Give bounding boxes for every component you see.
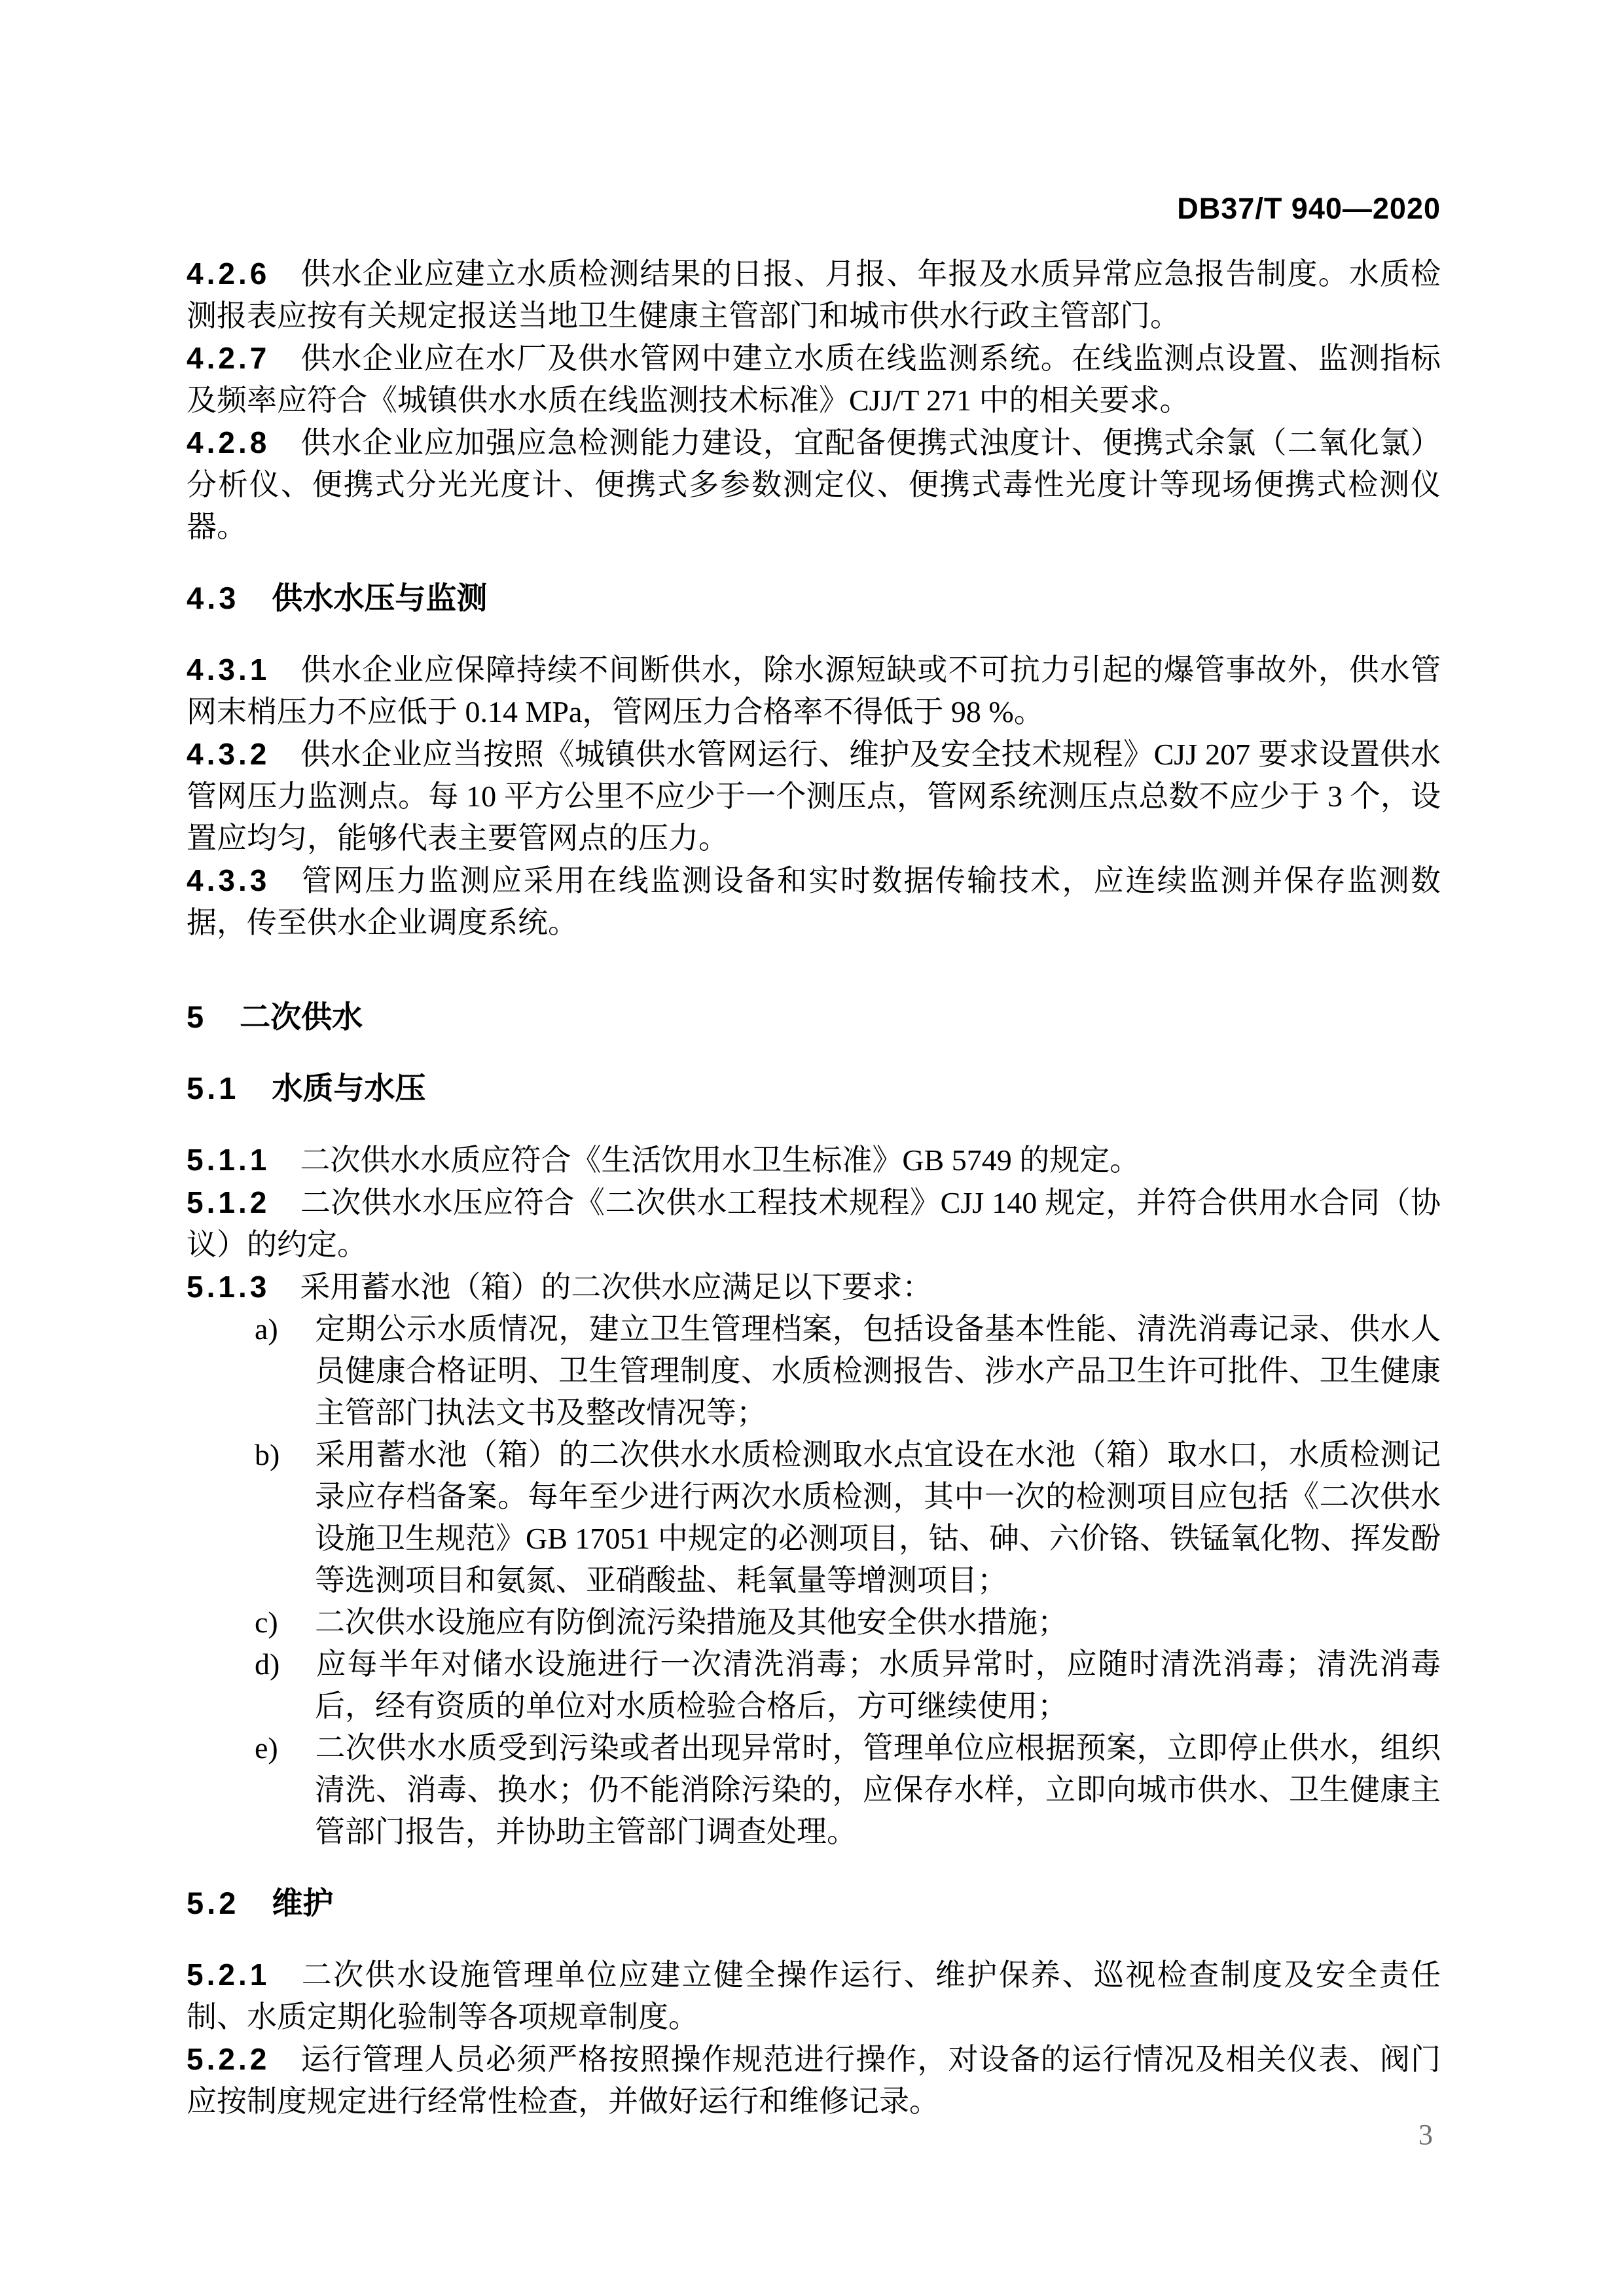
- document-standard-number: DB37/T 940—2020: [1177, 192, 1441, 225]
- clause-number: 4.2.7: [187, 341, 270, 375]
- list-item: [187, 1727, 1441, 1853]
- heading-title: 维护: [272, 1886, 334, 1920]
- clause-paragraph: [187, 1266, 1441, 1308]
- heading-title: 供水水压与监测: [272, 581, 488, 615]
- clause-text: 二次供水水质应符合《生活饮用水卫生标准》GB 5749 的规定。: [300, 1143, 1140, 1177]
- section-heading: [187, 1067, 1441, 1109]
- clause-paragraph: [187, 733, 1441, 859]
- list-item: [187, 1602, 1441, 1643]
- heading-number: 4.3: [187, 581, 240, 615]
- clause-text: 采用蓄水池（箱）的二次供水应满足以下要求：: [300, 1270, 933, 1304]
- clause-number: 4.3.2: [187, 737, 270, 771]
- clause-paragraph: [187, 253, 1441, 337]
- clause-text: 供水企业应建立水质检测结果的日报、月报、年报及水质异常应急报告制度。水质检测报表应按有关规定报送当地卫生健康主管部门和城市供水行政主管部门。: [187, 257, 1441, 332]
- list-item-marker: a): [255, 1312, 278, 1346]
- clause-paragraph: [187, 859, 1441, 944]
- clause-number: 4.2.6: [187, 257, 270, 291]
- list-item-text: 二次供水水质受到污染或者出现异常时，管理单位应根据预案，立即停止供水，组织清洗、消毒、换水；仍不能消除污染的，应保存水样，立即向城市供水、卫生健康主管部门报告，并协助主管部门调查处理。: [315, 1731, 1441, 1848]
- clause-number: 5.1.2: [187, 1185, 270, 1219]
- clause-number: 5.1.3: [187, 1270, 270, 1304]
- list-item-text: 采用蓄水池（箱）的二次供水水质检测取水点宜设在水池（箱）取水口，水质检测记录应存档备案。每年至少进行两次水质检测，其中一次的检测项目应包括《二次供水设施卫生规范》GB 17051 中规定的必测项目，钴、砷、六价铬、铁锰氧化物、挥发酚等选测项目和氨氮、亚硝酸盐、耗氧量等增测项目；: [315, 1438, 1441, 1597]
- list-item-marker: c): [255, 1605, 278, 1639]
- section-heading: [187, 1882, 1441, 1924]
- list-item-text: 二次供水设施应有防倒流污染措施及其他安全供水措施；: [315, 1605, 1068, 1639]
- list-item-marker: b): [255, 1438, 280, 1471]
- list-item: [187, 1434, 1441, 1602]
- list-item: [187, 1643, 1441, 1727]
- clause-text: 供水企业应在水厂及供水管网中建立水质在线监测系统。在线监测点设置、监测指标及频率应符合《城镇供水水质在线监测技术标准》CJJ/T 271 中的相关要求。: [187, 342, 1441, 417]
- list-item-text: 应每半年对储水设施进行一次清洗消毒；水质异常时，应随时清洗消毒；清洗消毒后，经有资质的单位对水质检验合格后，方可继续使用；: [315, 1647, 1441, 1723]
- clause-paragraph: [187, 1181, 1441, 1266]
- clause-paragraph: [187, 2038, 1441, 2123]
- clause-text: 供水企业应保障持续不间断供水，除水源短缺或不可抗力引起的爆管事故外，供水管网末梢压力不应低于 0.14 MPa，管网压力合格率不得低于 98 %。: [187, 653, 1441, 728]
- clause-paragraph: [187, 337, 1441, 422]
- list-item-text: 定期公示水质情况，建立卫生管理档案，包括设备基本性能、清洗消毒记录、供水人员健康合格证明、卫生管理制度、水质检测报告、涉水产品卫生许可批件、卫生健康主管部门执法文书及整改情况等；: [315, 1312, 1441, 1429]
- list-item-marker: e): [255, 1731, 278, 1765]
- list-item: [187, 1308, 1441, 1434]
- list-item-marker: d): [255, 1647, 280, 1681]
- clause-paragraph: [187, 1139, 1441, 1181]
- clause-paragraph: [187, 422, 1441, 548]
- document-content: [187, 253, 1441, 2123]
- section-heading: [187, 577, 1441, 619]
- clause-paragraph: [187, 1954, 1441, 2038]
- clause-number: 5.2.2: [187, 2042, 270, 2076]
- clause-text: 供水企业应当按照《城镇供水管网运行、维护及安全技术规程》CJJ 207 要求设置供水管网压力监测点。每 10 平方公里不应少于一个测压点，管网系统测压点总数不应少于 3 个，设置应均匀，能够代表主要管网点的压力。: [187, 738, 1441, 855]
- heading-number: 5: [187, 999, 208, 1034]
- section-heading: [187, 996, 1441, 1038]
- heading-title: 二次供水: [240, 999, 363, 1034]
- clause-text: 管网压力监测应采用在线监测设备和实时数据传输技术，应连续监测并保存监测数据，传至供水企业调度系统。: [187, 864, 1441, 939]
- clause-number: 5.2.1: [187, 1958, 270, 1992]
- page-number: 3: [1418, 2119, 1433, 2151]
- clause-number: 5.1.1: [187, 1143, 270, 1177]
- clause-number: 4.3.1: [187, 653, 270, 687]
- clause-paragraph: [187, 649, 1441, 733]
- clause-text: 二次供水设施管理单位应建立健全操作运行、维护保养、巡视检查制度及安全责任制、水质定期化验制等各项规章制度。: [187, 1958, 1441, 2034]
- clause-number: 4.2.8: [187, 425, 270, 459]
- heading-title: 水质与水压: [272, 1071, 426, 1105]
- heading-number: 5.2: [187, 1886, 240, 1920]
- clause-text: 二次供水水压应符合《二次供水工程技术规程》CJJ 140 规定，并符合供用水合同（协议）的约定。: [187, 1186, 1441, 1261]
- clause-number: 4.3.3: [187, 863, 270, 897]
- clause-text: 运行管理人员必须严格按照操作规范进行操作，对设备的运行情况及相关仪表、阀门应按制度规定进行经常性检查，并做好运行和维修记录。: [187, 2043, 1441, 2118]
- heading-number: 5.1: [187, 1071, 240, 1105]
- clause-text: 供水企业应加强应急检测能力建设，宜配备便携式浊度计、便携式余氯（二氧化氯）分析仪、便携式分光光度计、便携式多参数测定仪、便携式毒性光度计等现场便携式检测仪器。: [187, 426, 1441, 543]
